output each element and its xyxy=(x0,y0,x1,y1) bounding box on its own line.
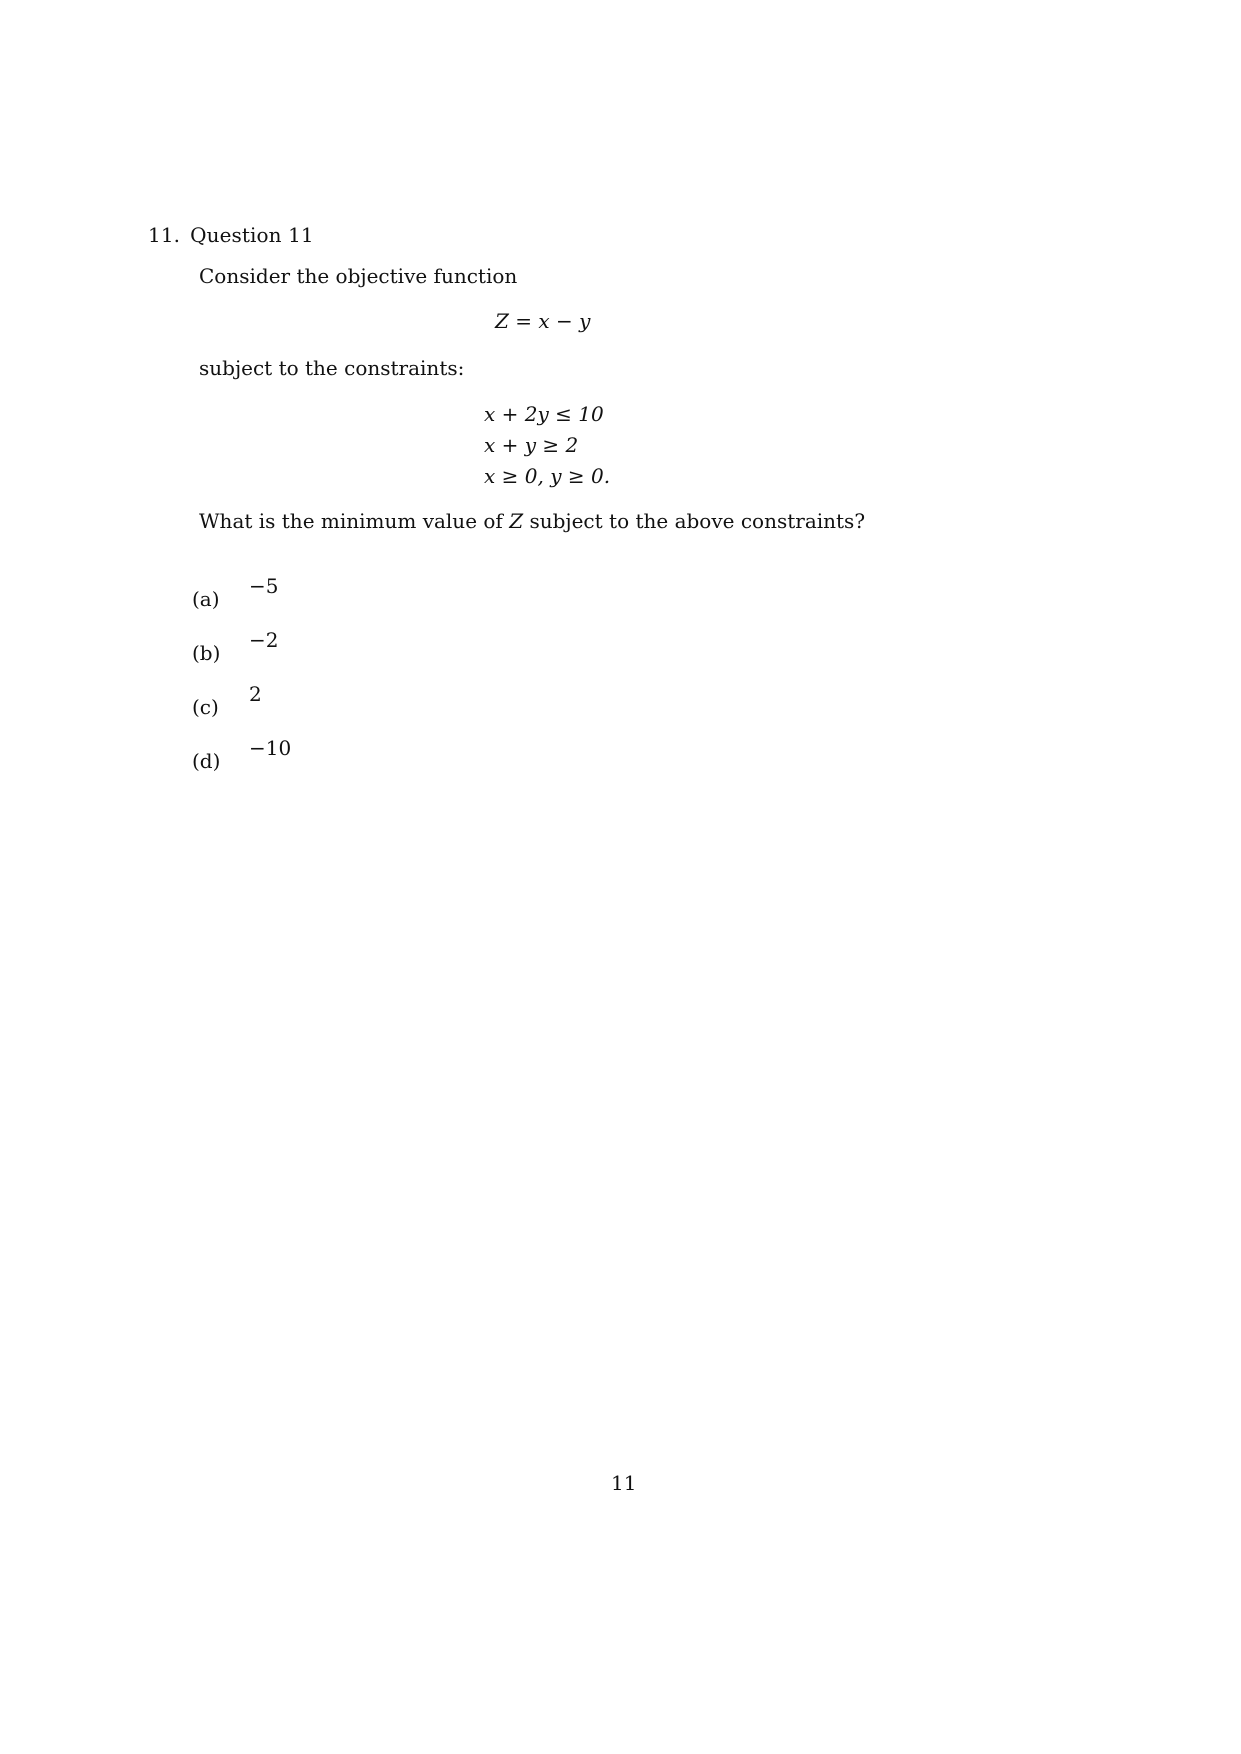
option-value: −5 xyxy=(249,574,279,598)
option-label: (a) xyxy=(192,587,220,611)
option-value: −10 xyxy=(249,736,292,760)
question-number: 11. xyxy=(148,223,181,247)
constraints-block xyxy=(484,399,610,492)
constraint-row: x + y ≥ 2 xyxy=(484,433,579,457)
answer-option[interactable] xyxy=(192,628,392,682)
question-title: Question 11 xyxy=(190,223,314,247)
constraints-intro: subject to the constraints: xyxy=(199,356,465,380)
prompt-variable: Z xyxy=(509,509,524,533)
option-label: (b) xyxy=(192,641,221,665)
prompt-text-after: subject to the above constraints? xyxy=(523,509,866,533)
option-label: (c) xyxy=(192,695,219,719)
constraint-row: x ≥ 0, y ≥ 0. xyxy=(484,464,611,488)
question-prompt xyxy=(199,509,865,533)
answer-option[interactable] xyxy=(192,682,392,736)
answer-option[interactable] xyxy=(192,736,392,790)
page-number: 11 xyxy=(611,1471,637,1495)
constraint-row: x + 2y ≤ 10 xyxy=(484,402,604,426)
question-header xyxy=(148,223,314,247)
answer-options xyxy=(192,574,392,790)
option-label: (d) xyxy=(192,749,221,773)
answer-option[interactable] xyxy=(192,574,392,628)
prompt-text-before: What is the minimum value of xyxy=(199,509,510,533)
option-value: 2 xyxy=(249,682,262,706)
question-intro: Consider the objective function xyxy=(199,264,518,288)
option-value: −2 xyxy=(249,628,279,652)
objective-function: Z = x − y xyxy=(495,309,591,333)
